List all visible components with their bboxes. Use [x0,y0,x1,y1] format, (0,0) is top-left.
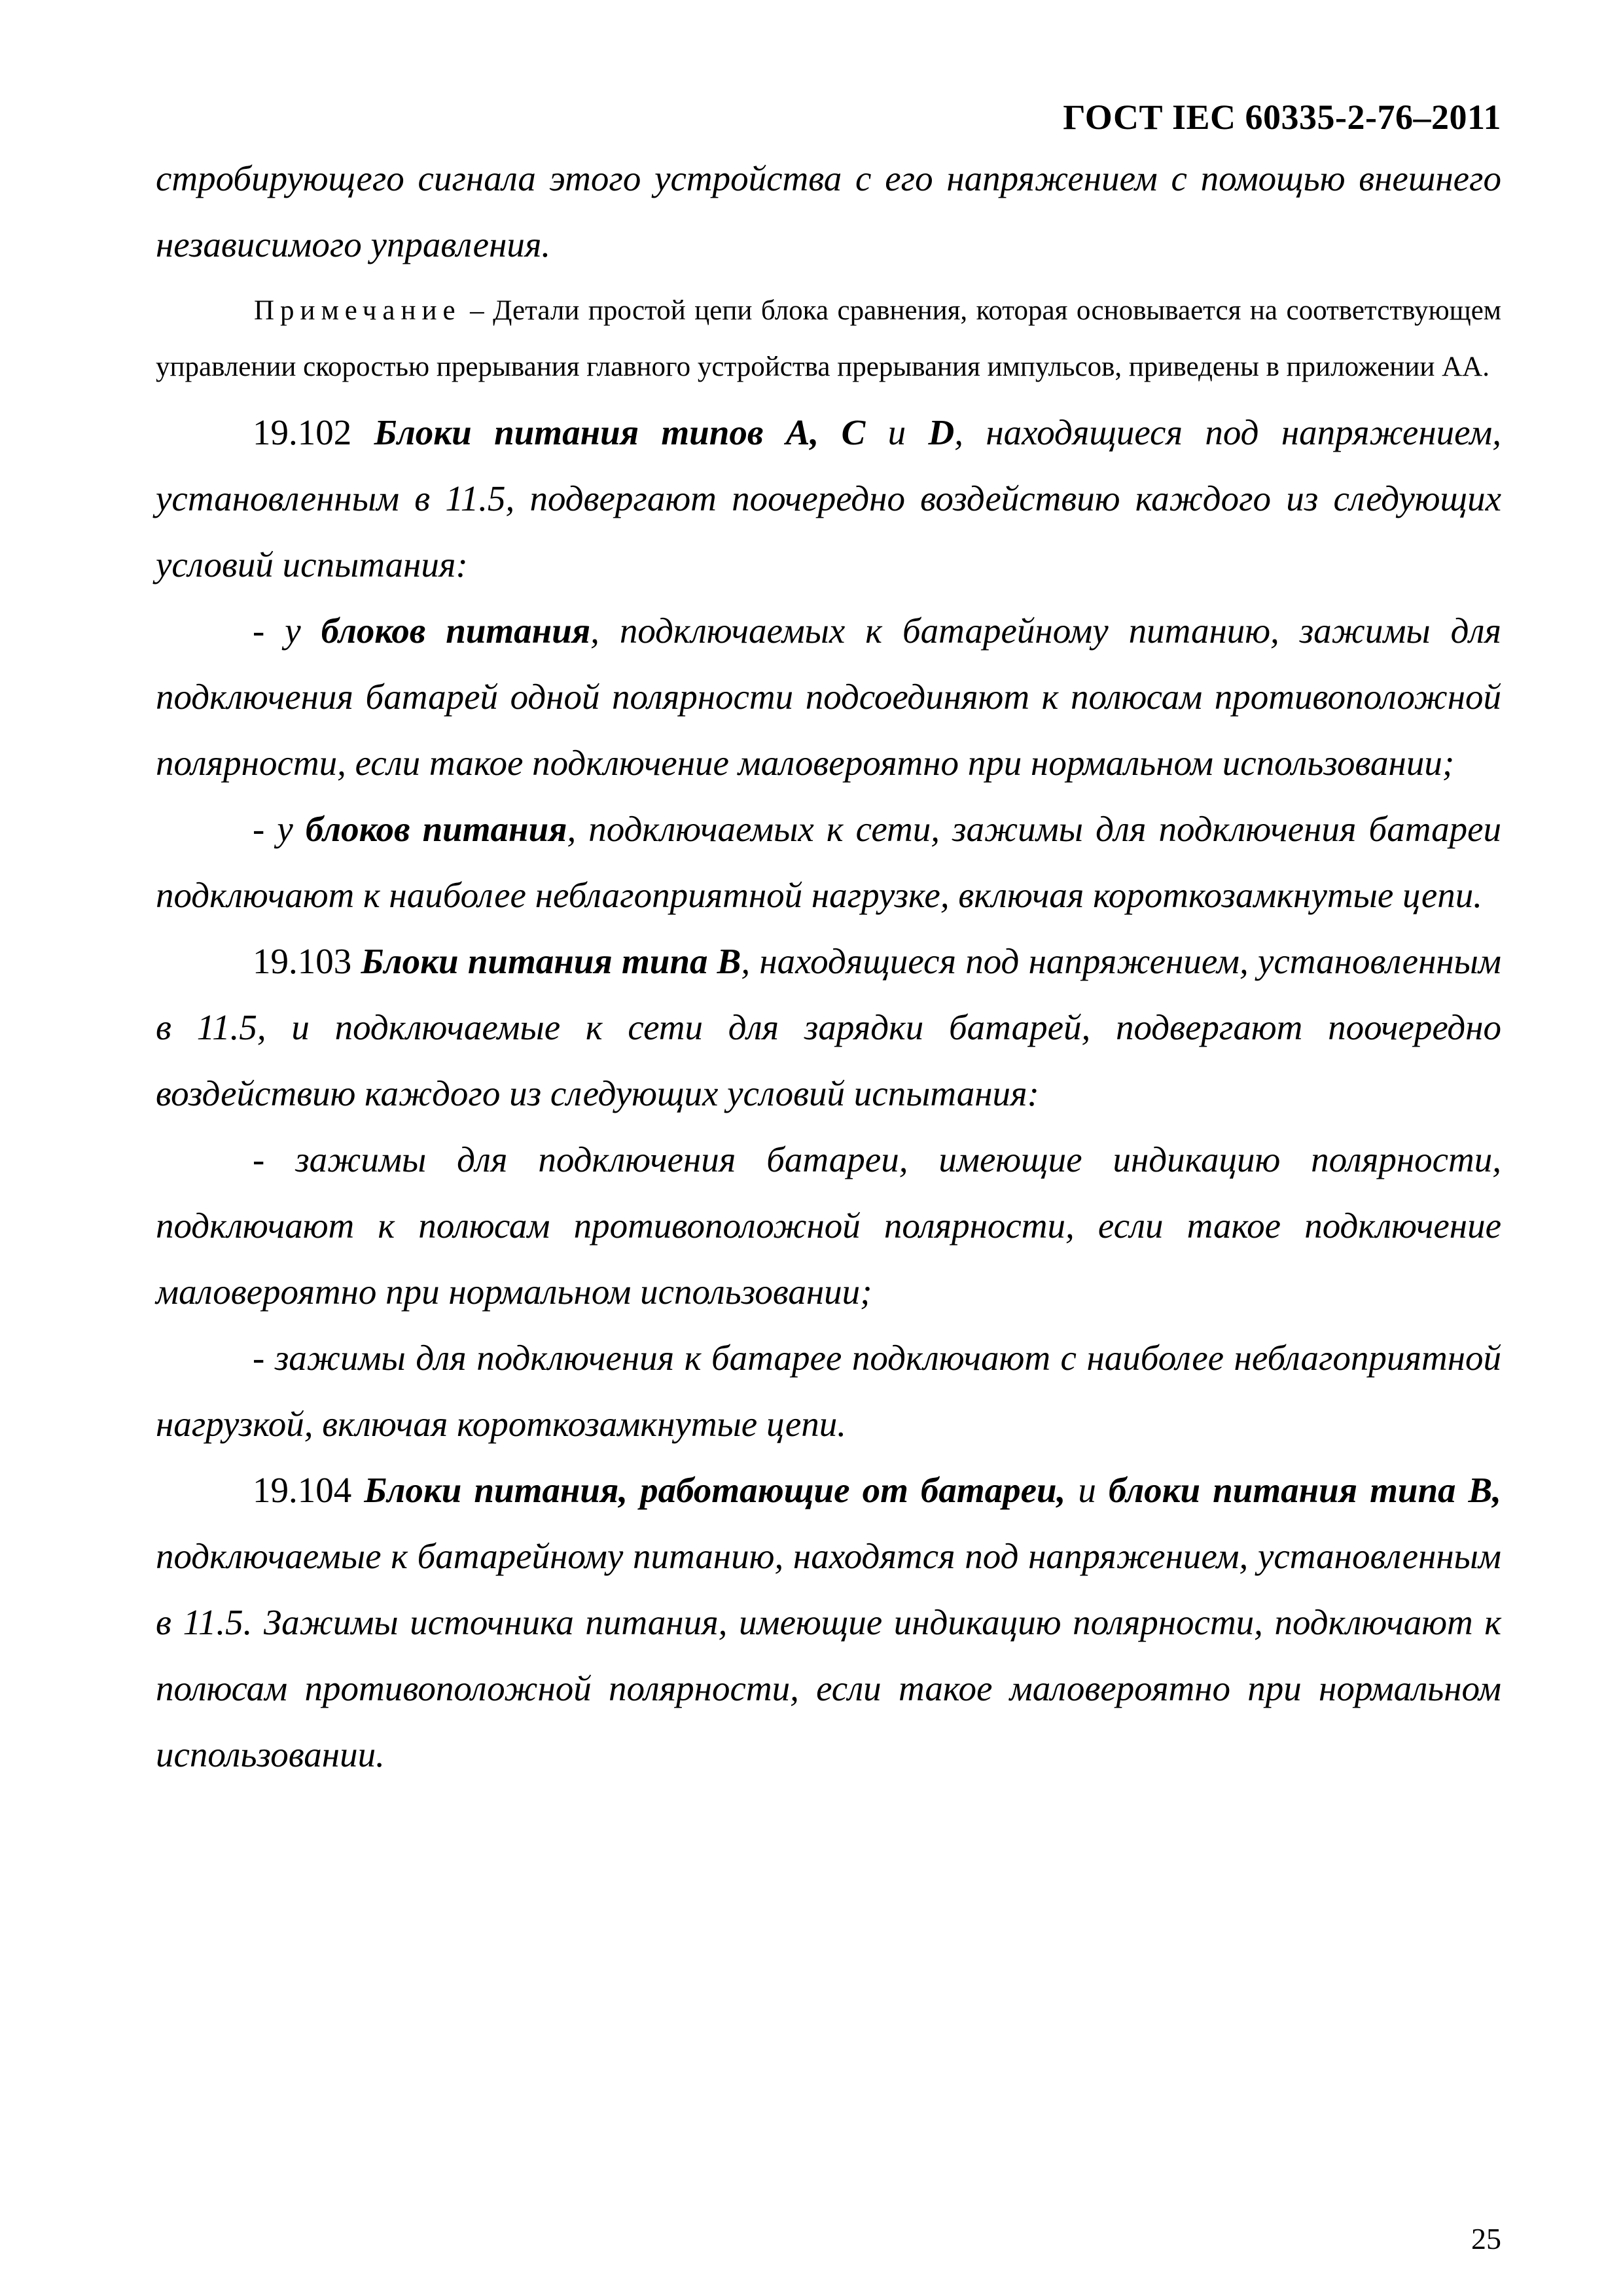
note-paragraph [156,283,1501,395]
clause-19-103 [156,928,1501,1126]
bold-term: Блоки питания, работающие от батареи, [364,1470,1066,1510]
clause-number: 19.103 [253,941,361,981]
list-item-mains [156,796,1501,928]
bold-term: Блоки питания типов А, С [374,412,866,452]
document-body [156,145,1501,1787]
note-text: – Детали простой цепи блока сравнения, которая основывается на соответствующем управлении скоростью прерывания главного устройства прерывания импульсов, приведены в приложении АА. [156,295,1501,382]
clause-number: 19.102 [253,412,374,452]
list-text: , подключаемых к сети, зажимы для подключения батареи подключают к наиболее неблагоприятной нагрузке, включая короткозамкнутые цепи. [156,809,1502,915]
bold-term: блоков питания [305,809,567,849]
clause-text: , находящиеся под напряжением, установленным в 11.5, подвергают поочередно воздействию каждого из следующих условий испытания: [156,412,1502,584]
standard-header: ГОСТ IEC 60335-2-76–2011 [1063,98,1501,137]
list-text: - у [253,809,306,849]
clause-19-102 [156,399,1501,598]
clause-number: 19.104 [253,1470,365,1510]
note-label: Примечание [254,295,461,326]
bold-term: D [928,412,955,452]
bold-term: блоков питания [321,611,591,651]
clause-text: и [865,412,929,452]
list-item-polarity: - зажимы для подключения батареи, имеющие индикацию полярности, подключают к полюсам противоположной полярности, если такое подключение маловероятно при нормальном использовании; [156,1139,1501,1312]
bold-term: блоки питания типа В, [1108,1470,1501,1510]
clause-19-104 [156,1457,1501,1787]
list-text: , подключаемых к батарейному питанию, зажимы для подключения батарей одной полярности подсоединяют к полюсам противоположной полярности, если такое подключение маловероятно при нормальном использовании; [156,611,1501,783]
bold-term: Блоки питания типа В [361,941,741,981]
list-item-battery [156,598,1501,796]
list-text: - у [253,611,321,651]
paragraph-continuation: стробирующего сигнала этого устройства с его напряжением с помощью внешнего независимого управления. [156,158,1501,264]
clause-text: подключаемые к батарейному питанию, находятся под напряжением, установленным в 11.5. Зажимы источника питания, имеющие индикацию полярности, подключают к полюсам противоположной полярности, если такое маловероятно при нормальном использовании. [156,1536,1501,1774]
clause-text: , находящиеся под напряжением, установленным в 11.5, и подключаемые к сети для зарядки батарей, подвергают поочередно воздействию каждого из следующих условий испытания: [156,941,1501,1113]
clause-text: и [1065,1470,1109,1510]
list-item-load: - зажимы для подключения к батарее подключают с наиболее неблагоприятной нагрузкой, включая короткозамкнутые цепи. [156,1338,1501,1444]
page-number: 25 [1471,2222,1501,2255]
